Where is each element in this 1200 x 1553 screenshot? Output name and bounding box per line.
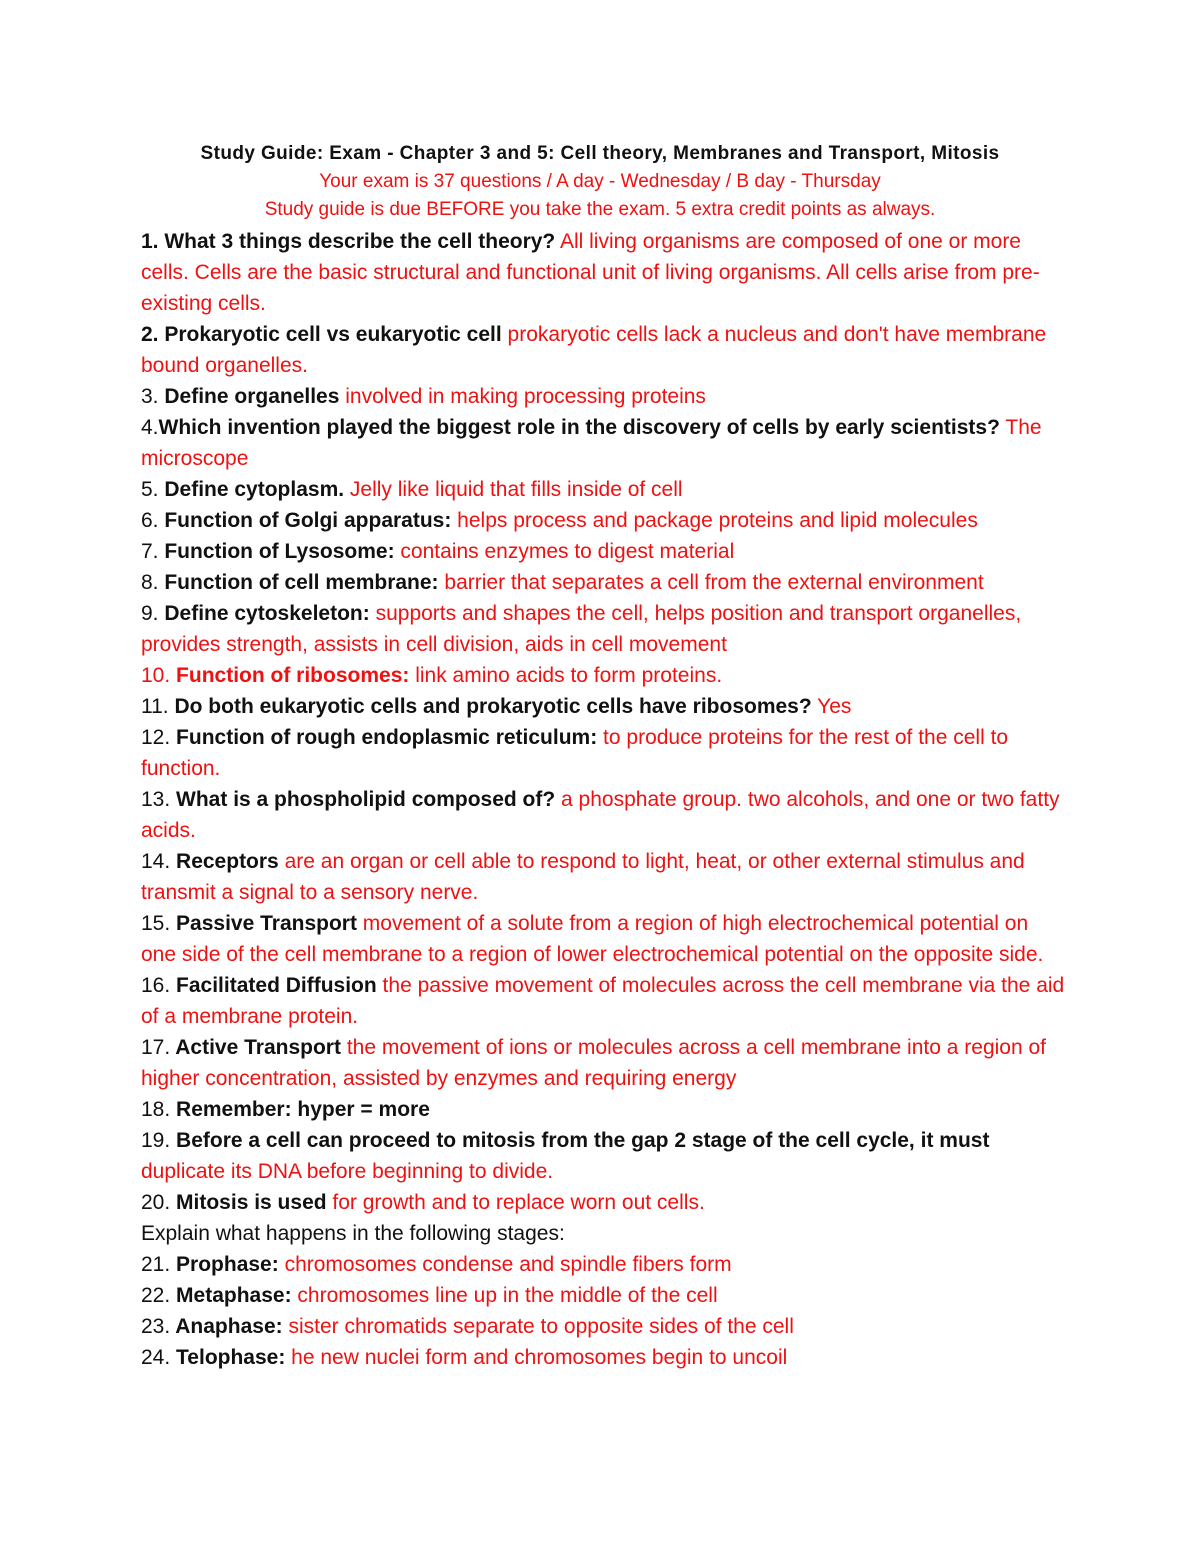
question-item bbox=[141, 505, 1066, 536]
answer-text: to produce proteins for the rest of the cell to function. bbox=[141, 726, 1009, 780]
question-item bbox=[141, 722, 1066, 784]
question-text: Define cytoskeleton: bbox=[158, 602, 370, 625]
question-item bbox=[141, 1125, 1066, 1187]
question-number: 7. bbox=[141, 540, 159, 563]
question-number: 12. bbox=[141, 726, 171, 749]
question-text: Prokaryotic cell vs eukaryotic cell bbox=[158, 323, 502, 346]
question-item bbox=[141, 1280, 1066, 1311]
question-list bbox=[141, 226, 1066, 1373]
question-number: 11. bbox=[141, 695, 169, 718]
question-number: 13. bbox=[141, 788, 171, 811]
question-text: Anaphase: bbox=[170, 1315, 283, 1338]
question-item bbox=[141, 536, 1066, 567]
answer-text: sister chromatids separate to opposite sides of the cell bbox=[282, 1315, 794, 1338]
question-item bbox=[141, 598, 1066, 660]
question-item bbox=[141, 474, 1066, 505]
question-text: What is a phospholipid composed of? bbox=[170, 788, 556, 811]
question-text: Which invention played the biggest role in the discovery of cells by early scientists? bbox=[158, 416, 1000, 439]
page-title: Study Guide: Exam - Chapter 3 and 5: Cell theory, Membranes and Transport, Mitosis bbox=[200, 143, 1000, 164]
answer-text: for growth and to replace worn out cells. bbox=[326, 1191, 705, 1214]
question-text: Before a cell can proceed to mitosis from the gap 2 stage of the cell cycle, it must bbox=[170, 1129, 990, 1152]
question-text: Mitosis is used bbox=[170, 1191, 327, 1214]
answer-text: involved in making processing proteins bbox=[339, 385, 706, 408]
exam-info-line: Your exam is 37 questions / A day - Wednesday / B day - Thursday bbox=[319, 171, 881, 192]
answer-text: the passive movement of molecules across the cell membrane via the aid of a membrane protein. bbox=[141, 974, 1065, 1028]
question-item bbox=[141, 908, 1066, 970]
question-number: 24. bbox=[141, 1346, 171, 1369]
question-number: 3. bbox=[141, 385, 159, 408]
question-item bbox=[141, 970, 1066, 1032]
question-text: Active Transport bbox=[170, 1036, 341, 1059]
question-text: Function of Golgi apparatus: bbox=[158, 509, 452, 532]
question-text: Remember: hyper = more bbox=[170, 1098, 430, 1121]
question-text: Prophase: bbox=[170, 1253, 279, 1276]
answer-text: he new nuclei form and chromosomes begin to uncoil bbox=[285, 1346, 788, 1369]
question-text: Receptors bbox=[170, 850, 279, 873]
question-number: 4. bbox=[141, 416, 159, 439]
question-text: Facilitated Diffusion bbox=[170, 974, 377, 997]
question-text: Function of cell membrane: bbox=[158, 571, 439, 594]
question-text: Do both eukaryotic cells and prokaryotic cells have ribosomes? bbox=[168, 695, 812, 718]
question-number: 6. bbox=[141, 509, 159, 532]
question-text: Define cytoplasm. bbox=[158, 478, 345, 501]
question-item bbox=[141, 1249, 1066, 1280]
question-item bbox=[141, 319, 1066, 381]
question-number: 2. bbox=[141, 323, 159, 346]
question-number: 20. bbox=[141, 1191, 171, 1214]
header bbox=[0, 140, 1200, 224]
answer-text: a phosphate group. two alcohols, and one or two fatty acids. bbox=[141, 788, 1060, 842]
question-number: 22. bbox=[141, 1284, 171, 1307]
question-number: 21. bbox=[141, 1253, 171, 1276]
question-text: Telophase: bbox=[170, 1346, 286, 1369]
question-number: 5. bbox=[141, 478, 159, 501]
question-text: Define organelles bbox=[158, 385, 340, 408]
answer-text: Jelly like liquid that fills inside of cell bbox=[344, 478, 683, 501]
answer-text: The microscope bbox=[141, 416, 1042, 470]
question-number: 10. bbox=[141, 664, 171, 687]
answer-text: the movement of ions or molecules across a cell membrane into a region of higher concentration, assisted by enzymes and requiring energy bbox=[141, 1036, 1046, 1090]
question-item bbox=[141, 1032, 1066, 1094]
question-text: Function of ribosomes: bbox=[170, 664, 410, 687]
question-number: 23. bbox=[141, 1315, 171, 1338]
answer-text: movement of a solute from a region of high electrochemical potential on one side of the cell membrane to a region of lower electrochemical potential on the opposite side. bbox=[141, 912, 1044, 966]
question-item bbox=[141, 846, 1066, 908]
question-number: 14. bbox=[141, 850, 171, 873]
answer-text: supports and shapes the cell, helps position and transport organelles, provides strength, assists in cell division, aids in cell movement bbox=[141, 602, 1022, 656]
answer-text: are an organ or cell able to respond to light, heat, or other external stimulus and transmit a signal to a sensory nerve. bbox=[141, 850, 1025, 904]
answer-text: All living organisms are composed of one or more cells. Cells are the basic structural and functional unit of living organisms. All cells arise from pre-existing cells. bbox=[141, 230, 1040, 315]
question-item bbox=[141, 1094, 1066, 1125]
answer-text: duplicate its DNA before beginning to divide. bbox=[141, 1160, 554, 1183]
question-item bbox=[141, 691, 1066, 722]
answer-text: link amino acids to form proteins. bbox=[409, 664, 723, 687]
answer-text: prokaryotic cells lack a nucleus and don't have membrane bound organelles. bbox=[141, 323, 1047, 377]
question-number: 18. bbox=[141, 1098, 171, 1121]
due-info-line: Study guide is due BEFORE you take the exam. 5 extra credit points as always. bbox=[264, 199, 936, 220]
question-item bbox=[141, 381, 1066, 412]
question-item bbox=[141, 412, 1066, 474]
question-text: Metaphase: bbox=[170, 1284, 292, 1307]
answer-text: barrier that separates a cell from the external environment bbox=[438, 571, 984, 594]
question-text: Function of Lysosome: bbox=[158, 540, 395, 563]
question-text: Passive Transport bbox=[170, 912, 357, 935]
question-item bbox=[141, 1311, 1066, 1342]
question-number: 9. bbox=[141, 602, 159, 625]
question-number: 8. bbox=[141, 571, 159, 594]
question-number: 1. bbox=[141, 230, 159, 253]
answer-text: chromosomes line up in the middle of the cell bbox=[291, 1284, 718, 1307]
question-number: 19. bbox=[141, 1129, 171, 1152]
answer-text: Yes bbox=[811, 695, 852, 718]
question-item bbox=[141, 226, 1066, 319]
answer-text: helps process and package proteins and lipid molecules bbox=[451, 509, 978, 532]
section-instruction: Explain what happens in the following stages: bbox=[141, 1222, 565, 1245]
answer-text: contains enzymes to digest material bbox=[394, 540, 735, 563]
answer-text: chromosomes condense and spindle fibers form bbox=[278, 1253, 732, 1276]
question-item bbox=[141, 784, 1066, 846]
question-item bbox=[141, 1342, 1066, 1373]
question-text: What 3 things describe the cell theory? bbox=[158, 230, 556, 253]
question-number: 16. bbox=[141, 974, 171, 997]
question-item bbox=[141, 1187, 1066, 1218]
question-item bbox=[141, 567, 1066, 598]
question-item bbox=[141, 660, 1066, 691]
question-number: 17. bbox=[141, 1036, 171, 1059]
question-number: 15. bbox=[141, 912, 171, 935]
question-text: Function of rough endoplasmic reticulum: bbox=[170, 726, 598, 749]
